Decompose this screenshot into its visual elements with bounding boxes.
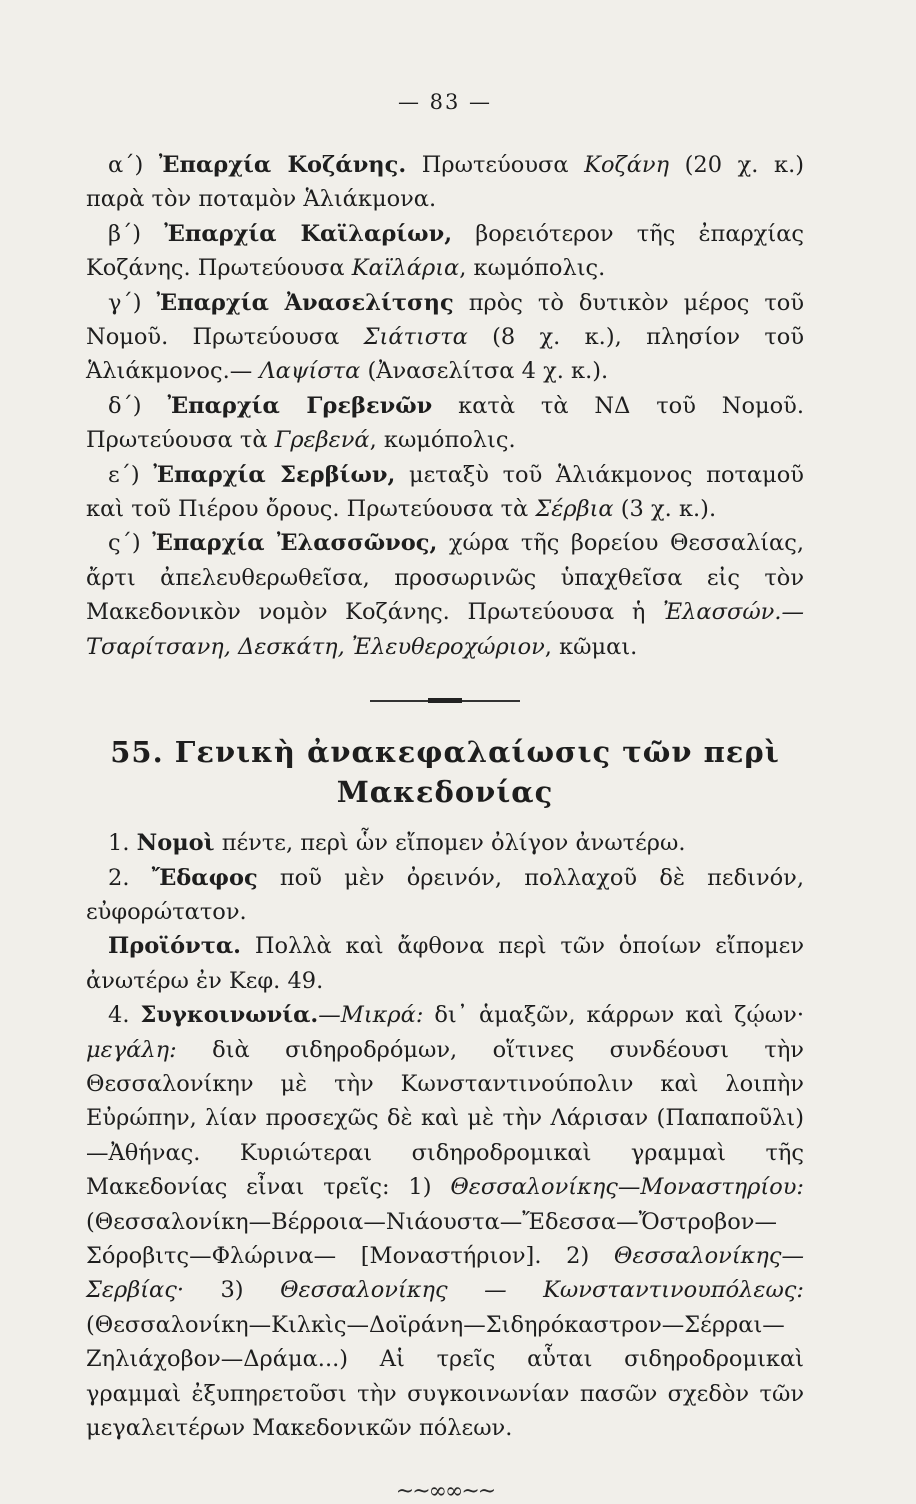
summary-item-4-text-3: (Θεσσαλονίκη—Βέρροια—Νιάουστα—Ἔδεσσα—Ὄστροβον—Σόροβιτς—Φλώρινα— [Μοναστήριον]. 2)	[86, 1208, 777, 1269]
province-entry	[86, 389, 804, 458]
summary-item-4-italic-2: μεγάλη:	[86, 1036, 177, 1063]
summary-item-2-text: ποῦ μὲν ὀρεινόν, πολλαχοῦ δὲ πεδινόν, εὐφορώτατον.	[86, 864, 805, 925]
entry-marker: ε΄)	[108, 461, 140, 488]
summary-item-1-heading: Νομοὶ	[136, 830, 215, 857]
summary-item-3-heading: Προϊόντα.	[108, 933, 242, 960]
summary-item-4	[86, 998, 804, 1445]
section-heading-line-1	[86, 732, 804, 772]
summary-item-1-number: 1.	[108, 830, 130, 857]
entry-text: Πρωτεύουσα	[406, 152, 585, 178]
summary-item-1-text: πέντε, περὶ ὧν εἴπομεν ὀλίγον ἀνωτέρω.	[214, 830, 686, 857]
summary-item-4-heading: Συγκοινωνία.	[140, 1002, 319, 1029]
summary-item-1	[86, 826, 804, 860]
entry-italic: Σιάτιστα	[363, 324, 468, 351]
section-heading	[86, 732, 804, 812]
province-entry	[86, 148, 804, 217]
province-entry	[86, 286, 804, 389]
entry-marker: ς΄)	[108, 530, 141, 557]
summary-item-4-number: 4.	[108, 1002, 130, 1029]
summary-item-2-number: 2.	[108, 864, 130, 891]
province-entry	[86, 526, 804, 664]
entry-text: , κῶμαι.	[544, 633, 638, 660]
summary-item-4-italic-1: —Μικρά:	[318, 1002, 424, 1029]
province-list	[86, 148, 804, 664]
end-ornament: ~~∞∞~~	[395, 1479, 495, 1504]
entry-text: (3 χ. κ.).	[613, 496, 717, 523]
entry-text: (20 χ. κ.) παρὰ τὸν ποταμὸν Ἁλιάκμονα.	[86, 152, 804, 213]
entry-heading: Ἐπαρχία Σερβίων,	[153, 461, 396, 488]
entry-text: βορειότερον τῆς ἐπαρχίας Κοζάνης. Πρωτεύουσα	[86, 220, 805, 282]
entry-heading: Ἐπαρχία Ἐλασσῶνος,	[152, 530, 438, 557]
entry-text: , κωμόπολις.	[369, 427, 516, 454]
entry-italic: Γρεβενά	[274, 427, 370, 454]
entry-marker: α΄)	[108, 152, 144, 178]
summary-list	[86, 826, 804, 1445]
entry-heading: Ἐπαρχία Ἀνασελίτσης	[156, 289, 454, 316]
entry-text: κατὰ τὰ ΝΔ τοῦ Νομοῦ. Πρωτεύουσα τὰ	[86, 392, 804, 454]
section-title-part-2: Μακεδονίας	[336, 775, 554, 810]
entry-text: (8 χ. κ.), πλησίον τοῦ Ἁλιάκμονος.—	[86, 324, 804, 385]
entry-marker: γ΄)	[108, 289, 142, 316]
entry-text: , κωμόπολις.	[459, 255, 606, 282]
entry-text: πρὸς τὸ δυτικὸν μέρος τοῦ Νομοῦ. Πρωτεύουσα	[86, 289, 804, 351]
entry-italic: Κοζάνη	[584, 152, 670, 178]
entry-heading: Ἐπαρχία Κοζάνης.	[158, 152, 407, 178]
entry-italic: Ἐλασσών.—Τσαρίτσανη, Δεσκάτη, Ἐλευθεροχώριον	[86, 599, 804, 660]
page-number: — 83 —	[397, 90, 493, 114]
section-number: 55.	[110, 735, 164, 770]
entry-heading: Ἐπαρχία Γρεβενῶν	[167, 392, 433, 419]
summary-item-4-text-4: 3)	[184, 1277, 281, 1304]
entry-italic: Σέρβια	[535, 496, 614, 523]
province-entry	[86, 217, 804, 286]
summary-item-4-text-5: (Θεσσαλονίκη—Κιλκὶς—Δοϊράνη—Σιδηρόκαστρον—Σέρραι—Ζηλιάχοβον—Δράμα...) Αἱ τρεῖς αὗται σιδηροδρομικαὶ γραμμαὶ ἐξυπηρετοῦσι τὴν συγκοινωνίαν πασῶν σχεδὸν τῶν μεγαλειτέρων Μακεδονικῶν πόλεων.	[86, 1311, 804, 1441]
summary-item-4-italic-4: Θεσσαλονίκης—Σερβίας·	[86, 1242, 804, 1304]
summary-item-4-text-2: διὰ σιδηροδρόμων, οἵτινες συνδέουσι τὴν Θεσσαλονίκην μὲ τὴν Κωνσταντινούπολιν καὶ λοιπὴν Εὐρώπην, λίαν προσεχῶς δὲ καὶ μὲ τὴν Λάρισαν (Παπαποῦλι)—Ἀθήνας. Κυριώτεραι σιδηροδρομικαὶ γραμμαὶ τῆς Μακεδονίας εἶναι τρεῖς: 1)	[86, 1036, 804, 1201]
entry-text: μεταξὺ τοῦ Ἁλιάκμονος ποταμοῦ καὶ τοῦ Πιέρου ὄρους. Πρωτεύουσα τὰ	[86, 461, 804, 523]
summary-item-4-text-1: δι᾽ ἁμαξῶν, κάρρων καὶ ζῴων·	[423, 1002, 805, 1029]
entry-text: (Ἀνασελίτσα 4 χ. κ.).	[360, 358, 609, 385]
entry-heading: Ἐπαρχία Καϊλαρίων,	[164, 220, 453, 247]
province-entry	[86, 458, 804, 527]
entry-marker: β΄)	[108, 220, 142, 247]
divider-mark	[428, 698, 462, 703]
summary-item-4-italic-3: Θεσσαλονίκης—Μοναστηρίου:	[450, 1174, 804, 1201]
entry-italic: Καϊλάρια	[351, 255, 460, 282]
entry-text: χώρα τῆς βορείου Θεσσαλίας, ἄρτι ἀπελευθερωθεῖσα, προσωρινῶς ὑπαχθεῖσα εἰς τὸν Μακεδονικὸν νομὸν Κοζάνης. Πρωτεύουσα ἡ	[86, 530, 805, 626]
summary-item-4-italic-5: Θεσσαλονίκης — Κωνσταντινουπόλεως:	[280, 1277, 804, 1304]
summary-item-2-heading: Ἔδαφος	[151, 864, 258, 891]
section-title-part-1: Γενικὴ ἀνακεφαλαίωσις τῶν περὶ	[174, 735, 780, 770]
entry-italic: Λαψίστα	[259, 358, 361, 385]
section-divider	[370, 700, 520, 702]
entry-marker: δ΄)	[108, 392, 142, 419]
summary-item-3-text: Πολλὰ καὶ ἄφθονα περὶ τῶν ὁποίων εἴπομεν ἀνωτέρω ἐν Κεφ. 49.	[86, 933, 804, 994]
summary-item-3	[86, 929, 804, 998]
summary-item-2	[86, 861, 804, 930]
